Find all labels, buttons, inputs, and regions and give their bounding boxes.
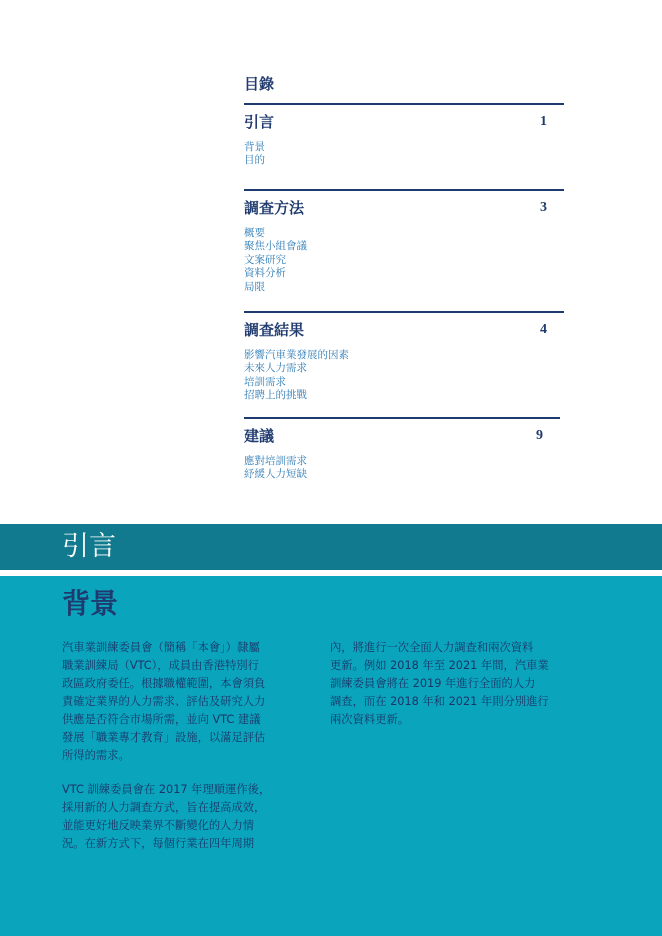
toc-section-header: [244, 319, 564, 341]
toc-section-header: [244, 111, 564, 133]
text-line: 所得的需求。: [62, 749, 130, 762]
toc-title: 目錄: [244, 75, 275, 93]
subsection-title: 背景: [62, 587, 119, 620]
toc-item[interactable]: 未來人力需求: [244, 362, 307, 375]
toc-page-number: 4: [540, 322, 547, 337]
text-line: 採用新的人力調查方式，旨在提高成效，: [62, 801, 266, 814]
toc-item[interactable]: 影響汽車業發展的因素: [244, 349, 349, 361]
toc-item[interactable]: 局限: [244, 280, 265, 293]
toc-item[interactable]: 應對培訓需求: [244, 455, 307, 467]
section-title: 引言: [62, 531, 116, 562]
toc-page-number: 9: [536, 428, 543, 443]
toc-section-title[interactable]: 建議: [244, 427, 275, 445]
toc-section-title[interactable]: 調查結果: [244, 321, 305, 339]
toc-item-list: [244, 227, 564, 294]
toc-item[interactable]: 概要: [244, 227, 265, 239]
text-column-left: [62, 639, 310, 853]
text-line: 汽車業訓練委員會（簡稱「本會」）隸屬: [62, 641, 260, 654]
toc-section-recommendations: [244, 417, 560, 495]
toc-item[interactable]: 文案研究: [244, 253, 286, 266]
background-panel: [0, 576, 662, 936]
toc-section-title[interactable]: 調查方法: [244, 199, 305, 217]
toc-item-list: [244, 141, 564, 168]
toc-section-header: [244, 197, 564, 219]
text-line: 政區政府委任。根據職權範圍，本會須負: [62, 677, 266, 690]
text-line: 調查，而在 2018 年和 2021 年則分別進行: [330, 695, 549, 708]
text-line: 內，將進行一次全面人力調查和兩次資料: [330, 641, 534, 654]
toc-item[interactable]: 背景: [244, 141, 265, 153]
text-line: 職業訓練局（VTC），成員由香港特別行: [62, 659, 259, 672]
toc-page-number: 1: [540, 114, 547, 129]
toc-page-number: 3: [540, 200, 547, 215]
toc-item[interactable]: 招聘上的挑戰: [244, 389, 307, 402]
text-line: 發展「職業專才教育」設施，以滿足評估: [62, 731, 266, 744]
toc-section-methodology: [244, 189, 564, 311]
text-line: 況。在新方式下，每個行業在四年周期: [62, 837, 255, 850]
toc-item[interactable]: 培訓需求: [244, 375, 286, 388]
toc-section-findings: [244, 311, 564, 417]
text-column-right: [330, 639, 578, 729]
text-line: 並能更好地反映業界不斷變化的人力情: [62, 819, 255, 832]
table-of-contents: [244, 74, 564, 495]
text-line: 責確定業界的人力需求、評估及研究人力: [62, 695, 266, 708]
toc-item[interactable]: 聚焦小組會議: [244, 240, 307, 253]
text-line: VTC 訓練委員會在 2017 年理順運作後，: [62, 783, 271, 796]
toc-section-title[interactable]: 引言: [244, 113, 275, 131]
text-line: 兩次資料更新。: [330, 713, 410, 726]
toc-section-header: [244, 425, 560, 447]
text-line: 更新。例如 2018 年至 2021 年間，汽車業: [330, 659, 549, 672]
toc-item[interactable]: 目的: [244, 154, 265, 167]
paragraph: [330, 639, 578, 729]
paragraph: [62, 781, 310, 853]
toc-item-list: [244, 455, 560, 482]
text-line: 供應是否符合市場所需，並向 VTC 建議: [62, 713, 261, 726]
toc-item-list: [244, 349, 564, 403]
toc-item[interactable]: 資料分析: [244, 267, 286, 280]
text-line: 訓練委員會將在 2019 年進行全面的人力: [330, 677, 536, 690]
toc-section-introduction: [244, 103, 564, 189]
toc-item[interactable]: 紓緩人力短缺: [244, 468, 307, 481]
section-banner: [0, 524, 662, 570]
paragraph: [62, 639, 310, 765]
